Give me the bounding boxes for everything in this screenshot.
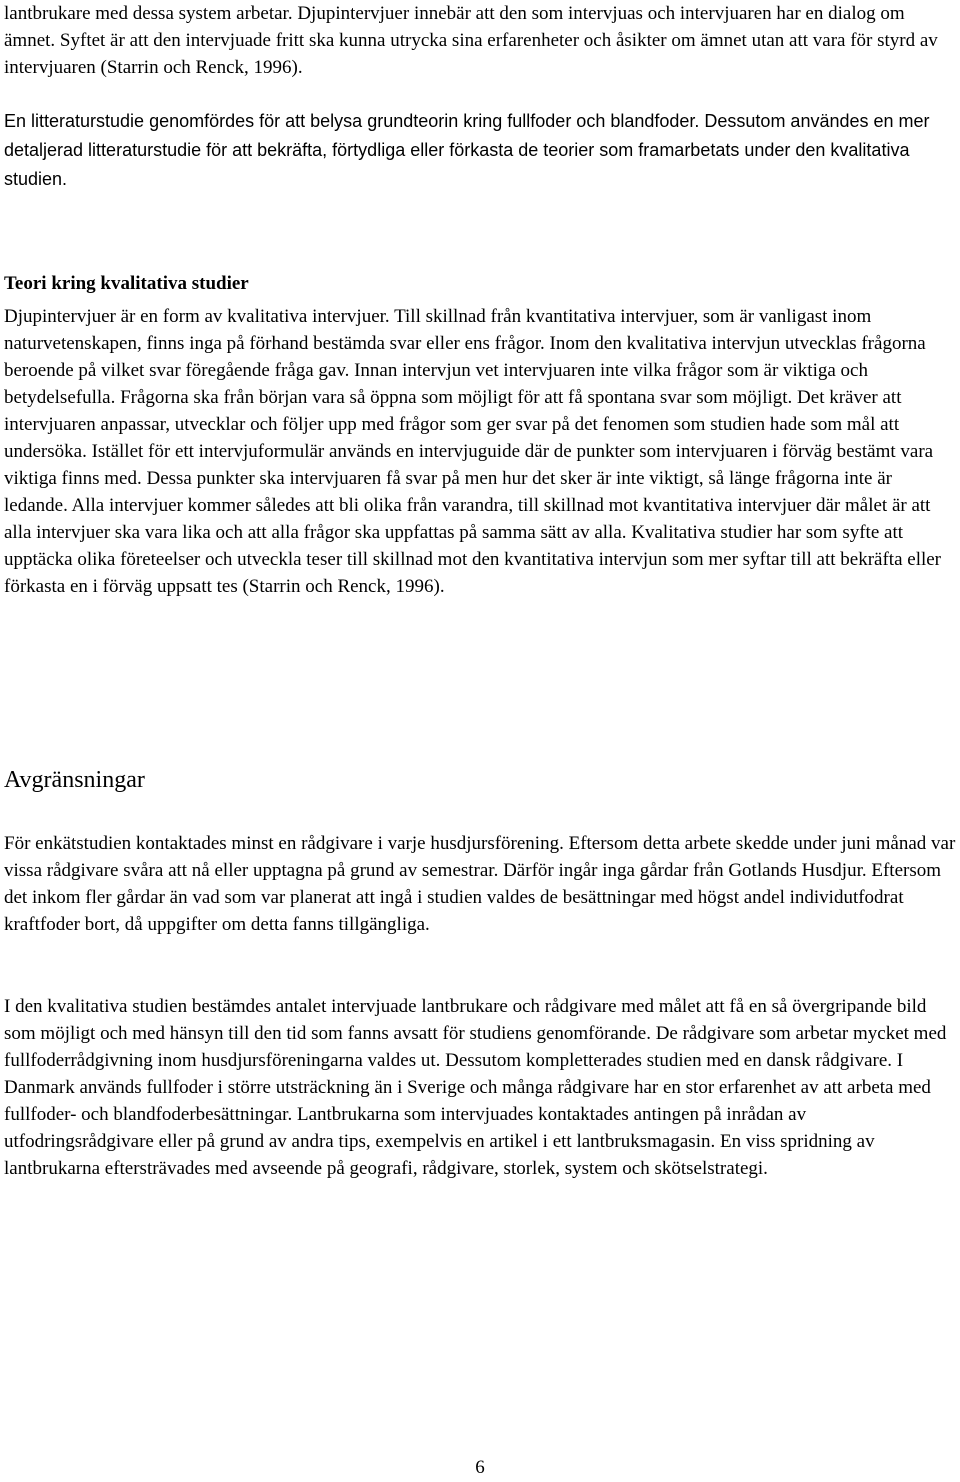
- paragraph-intro-interviews: lantbrukare med dessa system arbetar. Djupintervjuer innebär att den som intervjuas och intervjuaren har en dialog om ämnet. Syftet är att den intervjuade fritt ska kunna utrycka sina erfarenheter och åsikter om ämnet utan att vara för styrd av intervjuaren (Starrin och Renck, 1996).: [4, 3, 938, 78]
- paragraph-qualitative-theory: Djupintervjuer är en form av kvalitativa intervjuer. Till skillnad från kvantitativa intervjuer, som är vanligast inom naturvetenskapen, finns inga på förhand bestämda svar eller ens frågor. Inom den kvalitativa intervjun utvecklas frågorna beroende på vilket svar föregående fråga gav. Innan intervjun vet intervjuaren inte vilka frågor som är viktiga och betydelsefulla. Frågorna ska från början vara så öppna som möjligt för att få spontana svar som möjligt. Det kräver att intervjuaren anpassar, utvecklar och följer upp med frågor som ger svar på det fenomen som studien hade som mål att undersöka. Istället för ett intervjuformulär används en intervjuguide där de punkter som intervjuaren i förväg bestämt vara viktiga finns med. Dessa punkter ska intervjuaren få svar på men hur det sker är inte viktigt, så länge frågorna inte är ledande. Alla intervjuer kommer således att bli olika från varandra, till skillnad mot kvantitativa intervjuer där målet är att alla intervjuer ska vara lika och att alla frågor ska uppfattas på samma sätt av alla. Kvalitativa studier har som syfte att upptäcka olika företeelser och utveckla teser till skillnad mot den kvantitativa intervjun som mer syftar till att bekräfta eller förkasta en i förväg uppsatt tes (Starrin och Renck, 1996).: [4, 306, 942, 597]
- heading-limitations: Avgränsningar: [4, 767, 145, 793]
- paragraph-survey-limitations: För enkätstudien kontaktades minst en rådgivare i varje husdjursförening. Eftersom detta arbete skedde under juni månad var vissa rådgivare svåra att nå eller upptagna på grund av semestrar. Därför ingår inga gårdar från Gotlands Husdjur. Eftersom det inkom fler gårdar än vad som var planerat att ingå i studien valdes de besättningar med högst andel individutfodrat kraftfoder bort, då uppgifter om detta fanns tillgängliga.: [4, 833, 956, 935]
- paragraph-literature-study: En litteraturstudie genomfördes för att belysa grundteorin kring fullfoder och blandfoder. Dessutom användes en mer detaljerad litteraturstudie för att bekräfta, förtydliga eller förkasta de teorier som framarbetats under den kvalitativa studien.: [4, 111, 930, 189]
- heading-theory-qualitative: Teori kring kvalitativa studier: [4, 273, 249, 294]
- paragraph-qualitative-selection: I den kvalitativa studien bestämdes antalet intervjuade lantbrukare och rådgivare med målet att få en så övergripande bild som möjligt och med hänsyn till den tid som fanns avsatt för studiens genomförande. De rådgivare som arbetar mycket med fullfoderrådgivning inom husdjursföreningarna valdes ut. Dessutom kompletterades studien med en dansk rådgivare. I Danmark används fullfoder i större utsträckning än i Sverige och många rådgivare har en stor erfarenhet av att arbeta med fullfoder- och blandfoderbesättningar. Lantbrukarna som intervjuades kontaktades antingen på inrådan av utfodringsrådgivare eller på grund av andra tips, exempelvis en artikel i ett lantbruksmagasin. En viss spridning av lantbrukarna eftersträvades med avseende på geografi, rådgivare, storlek, system och skötselstrategi.: [4, 996, 947, 1179]
- page-number: 6: [475, 1457, 485, 1478]
